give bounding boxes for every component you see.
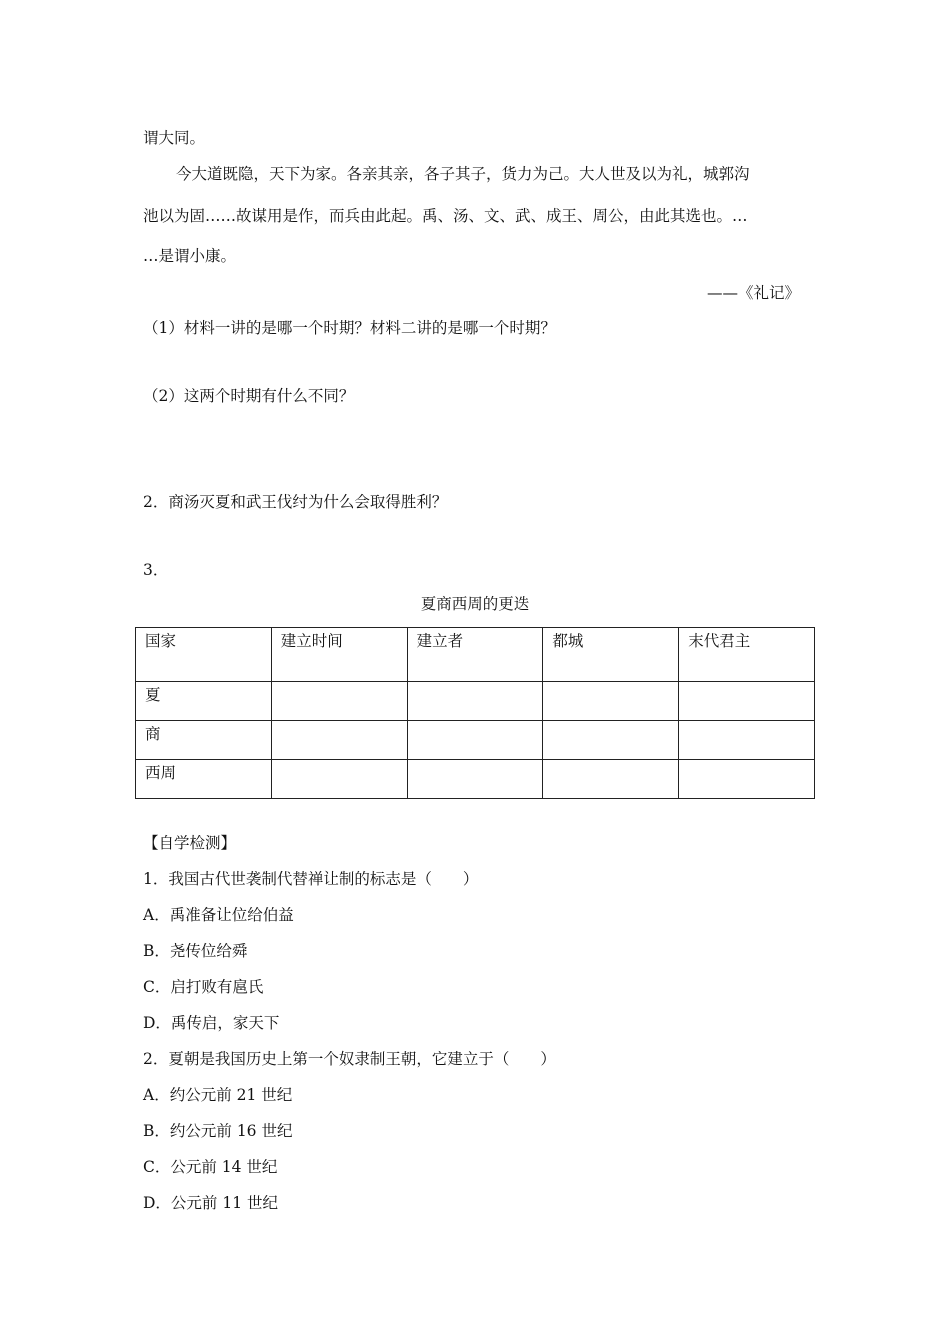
mcq-option[interactable]: B．约公元前 16 世纪 — [143, 1122, 293, 1140]
mcq-option[interactable]: A．约公元前 21 世纪 — [143, 1086, 293, 1104]
question-2: 2．商汤灭夏和武王伐纣为什么会取得胜利？ — [143, 493, 448, 511]
table-cell[interactable] — [543, 760, 679, 799]
table-cell[interactable] — [543, 721, 679, 760]
mcq-option[interactable]: D．公元前 11 世纪 — [143, 1194, 279, 1212]
passage-line: 谓大同。 — [143, 129, 206, 147]
table-cell: 商 — [136, 721, 272, 760]
table-cell[interactable] — [407, 721, 543, 760]
table-cell: 西周 — [136, 760, 272, 799]
table-cell[interactable] — [543, 682, 679, 721]
mcq-stem: 2．夏朝是我国历史上第一个奴隶制王朝，它建立于（ ） — [143, 1050, 556, 1068]
mcq-option[interactable]: D．禹传启，家天下 — [143, 1014, 280, 1032]
table-cell[interactable] — [679, 721, 815, 760]
passage-line: …是谓小康。 — [143, 247, 237, 265]
table-cell[interactable] — [407, 682, 543, 721]
table-cell: 夏 — [136, 682, 272, 721]
table-header-cell: 国家 — [136, 628, 272, 682]
mcq-stem: 1．我国古代世袭制代替禅让制的标志是（ ） — [143, 870, 479, 888]
question-1-part-2: （2）这两个时期有什么不同？ — [143, 387, 355, 405]
table-row — [136, 721, 815, 760]
table-header-row — [136, 628, 815, 682]
mcq-option[interactable]: C．启打败有扈氏 — [143, 978, 264, 996]
passage-line: 池以为固……故谋用是作，而兵由此起。禹、汤、文、武、成王、周公，由此其选也。… — [143, 207, 748, 225]
table-header-cell: 都城 — [543, 628, 679, 682]
table-title: 夏商西周的更迭 — [420, 595, 530, 613]
question-1-part-1: （1）材料一讲的是哪一个时期？材料二讲的是哪一个时期？ — [143, 319, 556, 337]
table-cell[interactable] — [679, 760, 815, 799]
mcq-option[interactable]: C．公元前 14 世纪 — [143, 1158, 278, 1176]
self-test-heading: 【自学检测】 — [143, 834, 237, 852]
passage-source: ——《礼记》 — [706, 284, 800, 302]
table-cell[interactable] — [271, 721, 407, 760]
table-cell[interactable] — [271, 760, 407, 799]
table-row — [136, 760, 815, 799]
passage-line: 今大道既隐，天下为家。各亲其亲，各子其子，货力为己。大人世及以为礼，城郭沟 — [176, 165, 750, 183]
table-row — [136, 682, 815, 721]
dynasty-table — [135, 627, 815, 799]
question-3-number: 3． — [143, 561, 169, 579]
mcq-option[interactable]: B．尧传位给舜 — [143, 942, 248, 960]
table-header-cell: 建立者 — [407, 628, 543, 682]
mcq-option[interactable]: A．禹准备让位给伯益 — [143, 906, 294, 924]
table-cell[interactable] — [271, 682, 407, 721]
table-cell[interactable] — [679, 682, 815, 721]
table-header-cell: 末代君主 — [679, 628, 815, 682]
table-header-cell: 建立时间 — [271, 628, 407, 682]
table-cell[interactable] — [407, 760, 543, 799]
